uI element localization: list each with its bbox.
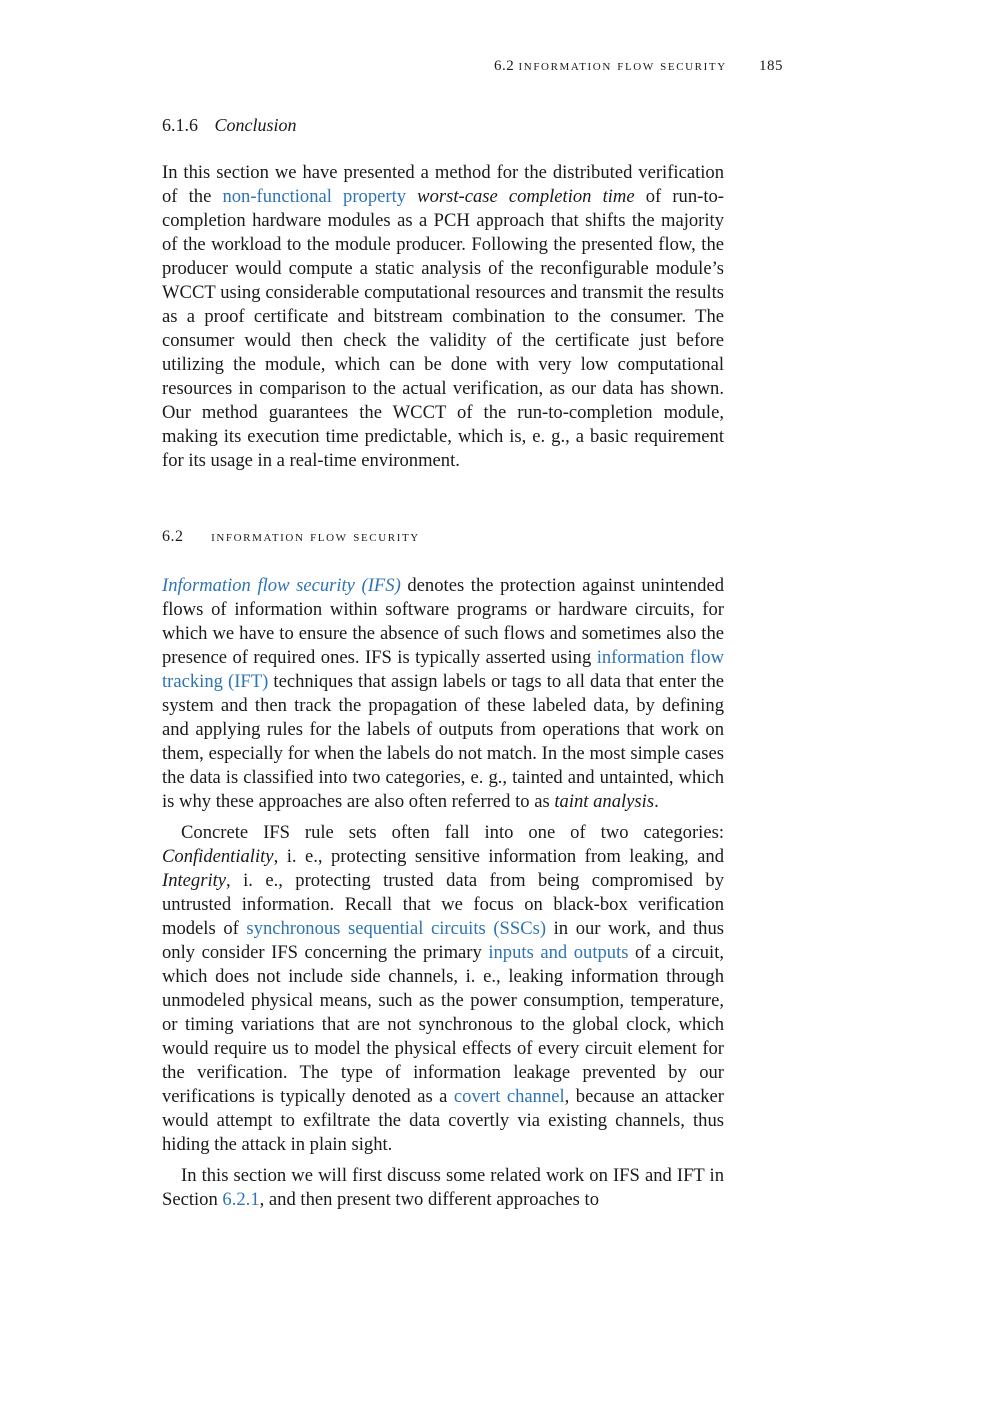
emphasis-taint-analysis: taint analysis <box>554 791 655 812</box>
text-run: of run-to-completion hardware modules as a PCH approach that shifts the majority of the workload to the module producer. Following the presented flow, the producer would compute a static analysis of the reconfigurable module’s WCCT using considerable computational resources and transmit the results as a proof certificate and bitstream combination to the consumer. The consumer would then check the validity of the certificate just before utilizing the module, which can be done with very low computational resources in comparison to the actual verification, as our data has shown. Our method guarantees the WCCT of the run-to-completion module, making its execution time predictable, which is, e. g., a basic requirement for its usage in a real-time environment. <box>162 186 724 471</box>
link-information-flow-tracking[interactable]: information flow tracking (IFT) <box>162 647 724 692</box>
subsection-number: 6.1.6 <box>162 115 198 135</box>
running-head <box>400 58 783 75</box>
emphasis-integrity: Integrity <box>162 870 227 891</box>
subsection-title: Conclusion <box>214 115 297 135</box>
subsection-heading <box>162 115 297 136</box>
running-head-section-number: 6.2 <box>494 58 515 74</box>
emphasis-confidentiality: Confidentiality <box>162 846 274 867</box>
section-number: 6.2 <box>162 528 184 545</box>
text-run: . <box>654 791 659 812</box>
section-heading <box>162 528 420 546</box>
section-title: information flow security <box>211 528 420 545</box>
emphasis-worst-case-completion-time: worst-case completion time <box>417 186 635 207</box>
ifs-body <box>162 574 724 1212</box>
running-head-title: information flow security <box>518 58 727 74</box>
text-run: In this section we will first discuss some related work on IFS and IFT in Section <box>162 1165 724 1210</box>
text-run: denotes the protection against unintended flows of information within software programs or hardware circuits, for which we have to ensure the absence of such flows and sometimes also the presence of required ones. IFS is typically asserted using <box>162 575 724 668</box>
link-inputs-and-outputs[interactable]: inputs and outputs <box>488 942 629 963</box>
text-run: , because an attacker would attempt to exfiltrate the data covertly via existing channels, thus hiding the attack in plain sight. <box>162 1086 724 1155</box>
text-run: in our work, and thus only consider IFS concerning the primary <box>162 918 724 963</box>
link-information-flow-security[interactable]: Information flow security (IFS) <box>162 575 401 596</box>
text-run: Concrete IFS rule sets often fall into one of two categories: <box>181 822 724 843</box>
conclusion-body <box>162 161 724 473</box>
text-run: , and then present two different approaches to <box>259 1189 599 1210</box>
conclusion-paragraph <box>162 161 724 473</box>
link-synchronous-sequential-circuits[interactable]: synchronous sequential circuits (SSCs) <box>246 918 547 939</box>
page-number: 185 <box>759 58 783 74</box>
text-run <box>406 186 417 207</box>
ifs-paragraph-2 <box>162 821 724 1157</box>
text-run: of a circuit, which does not include side channels, i. e., leaking information through unmodeled physical means, such as the power consumption, temperature, or timing variations that are not synchronous to the global clock, which would require us to model the physical effects of every circuit element for the verification. The type of information leakage prevented by our verifications is typically denoted as a <box>162 942 725 1107</box>
text-run: , i. e., protecting trusted data from being compromised by untrusted information. Recall that we focus on black-box verification models of <box>162 870 724 939</box>
text-run: , i. e., protecting sensitive information from leaking, and <box>273 846 724 867</box>
link-covert-channel[interactable]: covert channel <box>453 1086 565 1107</box>
link-section-6-2-1[interactable]: 6.2.1 <box>222 1189 260 1210</box>
ifs-paragraph-1 <box>162 574 724 814</box>
text-run: techniques that assign labels or tags to all data that enter the system and then track the propagation of these labeled data, by defining and applying rules for the labels of outputs from operations that work on them, especially for when the labels do not match. In the most simple cases the data is classified into two categories, e. g., tainted and untainted, which is why these approaches are also often referred to as <box>162 671 725 812</box>
link-non-functional-property[interactable]: non-functional property <box>222 186 407 207</box>
ifs-paragraph-3 <box>162 1164 724 1212</box>
text-run: In this section we have presented a method for the distributed verification of the <box>162 162 724 207</box>
